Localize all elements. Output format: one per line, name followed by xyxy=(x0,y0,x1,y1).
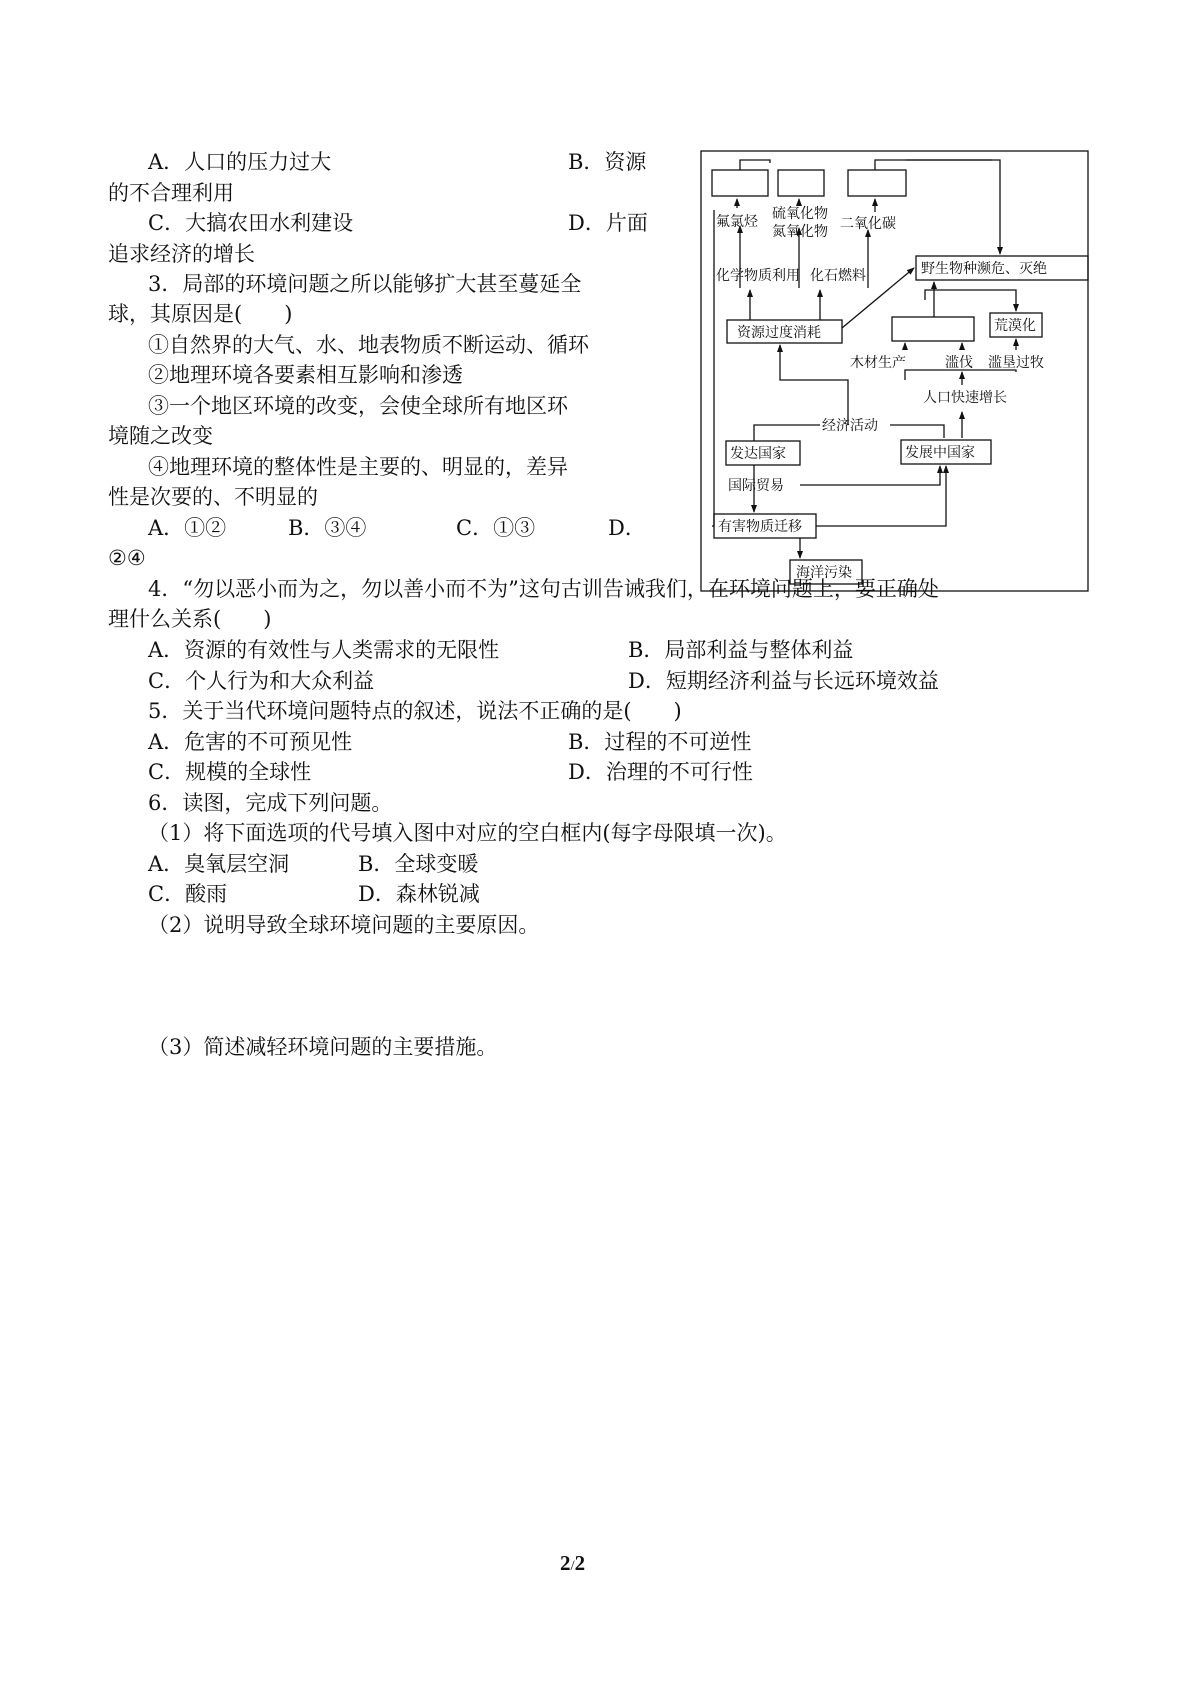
q3-stem-line1: 3．局部的环境问题之所以能够扩大甚至蔓延全 xyxy=(148,272,582,296)
q3-item4-line1: ④地理环境的整体性是主要的、明显的，差异 xyxy=(148,455,568,479)
q4-option-c: C．个人行为和大众利益 xyxy=(148,669,375,693)
q2-option-b-tail: 的不合理利用 xyxy=(108,181,234,205)
label-ocean-pollution: 海洋污染 xyxy=(796,565,852,581)
q4-option-d: D．短期经济利益与长远环境效益 xyxy=(628,669,939,693)
q4-option-b: B．局部利益与整体利益 xyxy=(628,638,854,662)
q3-item3-line2: 境随之改变 xyxy=(108,424,213,448)
blank-box-4 xyxy=(892,317,974,341)
label-population: 人口快速增长 xyxy=(923,390,1007,406)
label-co2: 二氧化碳 xyxy=(840,216,896,232)
q3-item4-line2: 性是次要的、不明显的 xyxy=(108,485,318,509)
q2-option-a: A．人口的压力过大 xyxy=(148,150,332,174)
blank-box-2 xyxy=(778,170,824,196)
q3-item1: ①自然界的大气、水、地表物质不断运动、循环 xyxy=(148,333,589,357)
label-logging: 滥伐 xyxy=(945,355,973,371)
label-fossil-fuel: 化石燃料 xyxy=(810,268,866,284)
label-resource-overuse: 资源过度消耗 xyxy=(737,325,821,341)
q3-option-d-tail: ②④ xyxy=(108,546,146,570)
label-hazard-transfer: 有害物质迁移 xyxy=(718,519,802,535)
q6-option-b: B．全球变暖 xyxy=(358,852,479,876)
q3-option-b: B．③④ xyxy=(288,516,367,540)
label-economic: 经济活动 xyxy=(822,418,878,434)
label-developed: 发达国家 xyxy=(730,446,786,462)
label-wildlife: 野生物种濒危、灭绝 xyxy=(921,261,1047,277)
q4-stem-line2: 理什么关系( ) xyxy=(108,607,272,631)
label-trade: 国际贸易 xyxy=(728,478,784,494)
q3-option-c: C．①③ xyxy=(456,516,536,540)
q6-sub2: （2）说明导致全球环境问题的主要原因。 xyxy=(148,913,540,937)
q3-option-d-head: D． xyxy=(608,516,646,540)
page-slash: / xyxy=(570,1558,575,1574)
q2-option-d-tail: 追求经济的增长 xyxy=(108,242,255,266)
label-sulfur: 硫氧化物 xyxy=(772,206,828,222)
blank-box-3 xyxy=(848,170,906,196)
diagram-svg xyxy=(700,150,1090,592)
label-cfc: 氟氯烃 xyxy=(716,214,758,230)
q6-sub1: （1）将下面选项的代号填入图中对应的空白框内(每字母限填一次)。 xyxy=(148,821,787,845)
q6-option-c: C．酸雨 xyxy=(148,882,228,906)
q2-option-b-head: B．资源 xyxy=(568,150,647,174)
label-developing: 发展中国家 xyxy=(905,445,975,461)
diagram-labels xyxy=(716,205,1047,581)
q2-option-c: C．大搞农田水利建设 xyxy=(148,211,354,235)
q3-stem-line2: 球，其原因是( ) xyxy=(108,302,293,326)
q5-option-c: C．规模的全球性 xyxy=(148,760,312,784)
q3-option-a: A．①② xyxy=(148,516,227,540)
q5-stem: 5．关于当代环境问题特点的叙述，说法不正确的是( ) xyxy=(148,699,682,723)
q3-item2: ②地理环境各要素相互影响和渗透 xyxy=(148,363,463,387)
label-overgrazing: 滥垦过牧 xyxy=(988,355,1044,371)
q2-option-d-head: D．片面 xyxy=(568,211,648,235)
q6-stem: 6．读图，完成下列问题。 xyxy=(148,791,393,815)
label-chemical-use: 化学物质利用 xyxy=(716,268,800,284)
q3-item3-line1: ③一个地区环境的改变，会使全球所有地区环 xyxy=(148,394,568,418)
q6-option-a: A．臭氧层空洞 xyxy=(148,852,290,876)
label-desertification: 荒漠化 xyxy=(994,318,1036,334)
q6-option-d: D．森林锐减 xyxy=(358,882,480,906)
blank-box-1 xyxy=(712,170,768,196)
q5-option-b: B．过程的不可逆性 xyxy=(568,730,752,754)
q4-option-a: A．资源的有效性与人类需求的无限性 xyxy=(148,638,500,662)
label-timber: 木材生产 xyxy=(850,355,906,371)
page-current: 2 xyxy=(560,1551,571,1575)
q5-option-a: A．危害的不可预见性 xyxy=(148,730,353,754)
label-nitrogen: 氮氧化物 xyxy=(772,224,828,240)
environment-flow-diagram xyxy=(700,150,1090,592)
page-number xyxy=(560,1551,585,1576)
q5-option-d: D．治理的不可行性 xyxy=(568,760,753,784)
page-total: 2 xyxy=(574,1551,586,1575)
q6-sub3: （3）简述减轻环境问题的主要措施。 xyxy=(148,1035,498,1059)
q4-stem-line1: 4．“勿以恶小而为之，勿以善小而不为”这句古训告诫我们，在环境问题上，要正确处 xyxy=(148,577,939,601)
